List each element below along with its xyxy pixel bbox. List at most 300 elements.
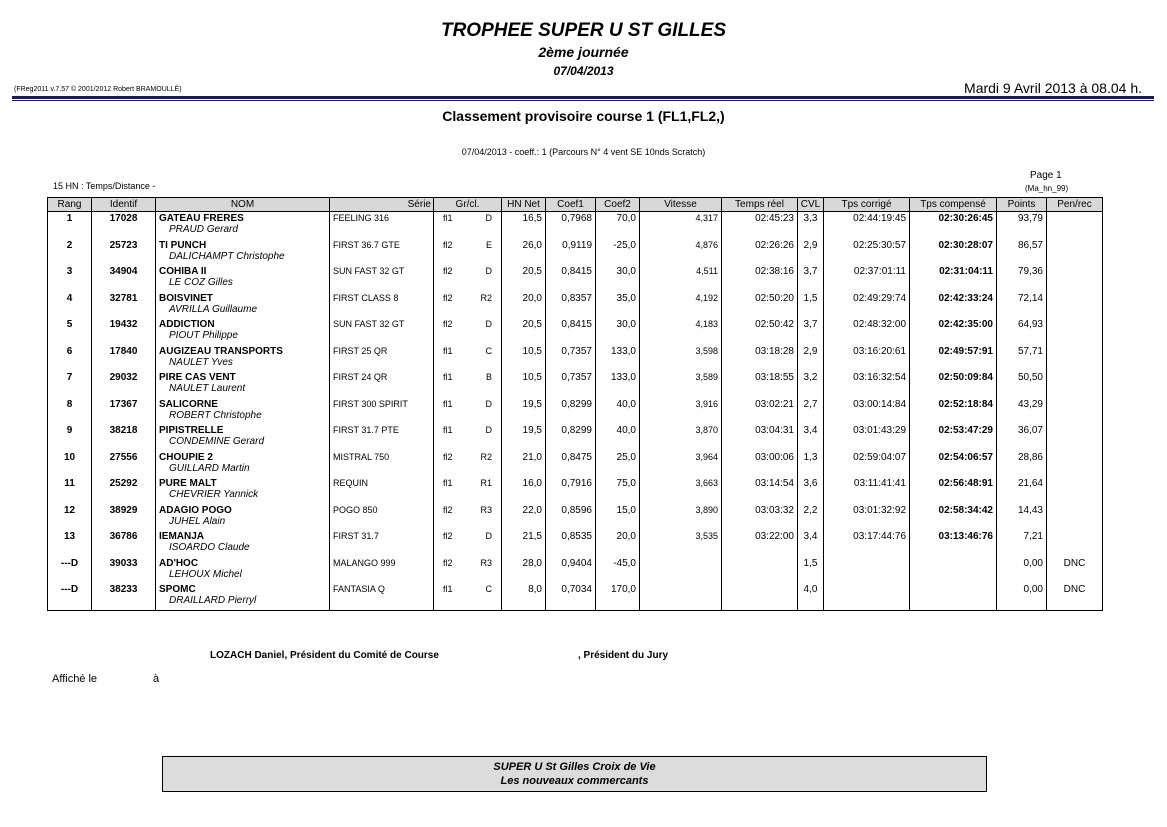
cell-coef1: 0,8415	[546, 265, 596, 292]
col-header-identif: Identif	[92, 198, 156, 212]
cell-vitesse: 3,870	[640, 424, 722, 451]
boat-name: ADDICTION	[159, 319, 215, 330]
cell-vitesse: 4,192	[640, 292, 722, 319]
cell-serie: REQUIN	[330, 477, 434, 504]
table-row	[48, 557, 1103, 584]
boat-name: COHIBA II	[159, 266, 207, 277]
cell-tps-corrige: 03:17:44:76	[824, 530, 910, 557]
table-row	[48, 318, 1103, 345]
cell-hn-net: 22,0	[502, 504, 546, 531]
class-value: D	[485, 319, 492, 329]
cell-points: 21,64	[997, 477, 1047, 504]
cell-grcl	[434, 424, 502, 451]
cell-grcl	[434, 318, 502, 345]
cell-pen-rec	[1047, 504, 1103, 531]
group-value: fl2	[443, 239, 453, 250]
cell-cvl: 3,4	[798, 424, 824, 451]
cell-temps-reel: 02:38:16	[722, 265, 798, 292]
col-header-grcl: Gr/cl.	[434, 198, 502, 212]
cell-pen-rec	[1047, 398, 1103, 425]
group-value: fl2	[443, 266, 453, 276]
cell-coef1: 0,8475	[546, 451, 596, 478]
group-value: fl2	[443, 557, 453, 568]
cell-vitesse: 4,317	[640, 212, 722, 239]
group-value: fl2	[443, 292, 453, 303]
group-value: fl1	[443, 345, 453, 356]
cell-coef2: 40,0	[596, 424, 640, 451]
cell-vitesse	[640, 583, 722, 610]
cell-tps-compense: 02:42:33:24	[910, 292, 997, 319]
sponsor-line-2: Les nouveaux commercants	[500, 775, 649, 787]
cell-hn-net: 28,0	[502, 557, 546, 584]
cell-points: 0,00	[997, 557, 1047, 584]
group-value: fl1	[443, 213, 453, 223]
cell-coef1: 0,8299	[546, 398, 596, 425]
cell-nom	[156, 292, 330, 319]
cell-hn-net: 10,5	[502, 345, 546, 372]
cell-rang: 3	[48, 265, 92, 292]
class-value: R1	[480, 478, 492, 488]
cell-tps-compense	[910, 583, 997, 610]
cell-coef2: 25,0	[596, 451, 640, 478]
cell-coef2: 35,0	[596, 292, 640, 319]
cell-tps-corrige	[824, 557, 910, 584]
cell-coef2: -45,0	[596, 557, 640, 584]
class-value: D	[485, 266, 492, 276]
boat-name: IEMANJA	[159, 531, 205, 542]
table-row	[48, 371, 1103, 398]
cell-tps-corrige: 02:25:30:57	[824, 239, 910, 266]
cell-nom	[156, 477, 330, 504]
group-value: fl2	[443, 319, 453, 329]
president-course-signature: LOZACH Daniel, Président du Comité de Course	[210, 650, 439, 661]
col-header-coef2: Coef2	[596, 198, 640, 212]
cell-coef1: 0,7916	[546, 477, 596, 504]
cell-nom	[156, 504, 330, 531]
table-row	[48, 212, 1103, 239]
cell-cvl: 2,9	[798, 345, 824, 372]
cell-coef2: 133,0	[596, 371, 640, 398]
cell-serie: FANTASIA Q	[330, 583, 434, 610]
group-value: fl1	[443, 372, 453, 382]
cell-grcl	[434, 265, 502, 292]
cell-grcl	[434, 345, 502, 372]
cell-cvl: 3,3	[798, 212, 824, 239]
cell-grcl	[434, 398, 502, 425]
cell-rang: 13	[48, 530, 92, 557]
cell-pen-rec: DNC	[1047, 557, 1103, 584]
col-header-tps-corrige: Tps corrigé	[824, 198, 910, 212]
document-date: 07/04/2013	[553, 64, 614, 78]
hn-label: 15 HN : Temps/Distance -	[53, 181, 156, 191]
cell-vitesse: 3,663	[640, 477, 722, 504]
cell-vitesse: 3,535	[640, 530, 722, 557]
skipper-name: LEHOUX Michel	[169, 568, 242, 580]
header-rule	[12, 96, 1154, 99]
cell-identif: 36786	[92, 530, 156, 557]
group-value: fl2	[443, 451, 453, 462]
cell-grcl	[434, 530, 502, 557]
cell-coef2: 170,0	[596, 583, 640, 610]
cell-serie: FIRST 24 QR	[330, 371, 434, 398]
cell-coef2: 133,0	[596, 345, 640, 372]
table-row	[48, 504, 1103, 531]
cell-nom	[156, 212, 330, 239]
cell-nom	[156, 398, 330, 425]
cell-identif: 25723	[92, 239, 156, 266]
cell-hn-net: 16,5	[502, 212, 546, 239]
cell-tps-corrige: 02:37:01:11	[824, 265, 910, 292]
skipper-name: CONDEMINE Gerard	[169, 436, 265, 447]
class-value: R3	[480, 504, 492, 515]
class-value: D	[485, 531, 492, 541]
cell-serie: FIRST CLASS 8	[330, 292, 434, 319]
cell-rang: 12	[48, 504, 92, 531]
cell-rang: 1	[48, 212, 92, 239]
cell-coef1: 0,9404	[546, 557, 596, 584]
cell-hn-net: 20,0	[502, 292, 546, 319]
cell-pen-rec	[1047, 265, 1103, 292]
cell-rang: 9	[48, 424, 92, 451]
boat-name: CHOUPIE 2	[159, 451, 213, 463]
cell-tps-compense: 03:13:46:76	[910, 530, 997, 557]
document-subtitle: 2ème journée	[538, 44, 629, 60]
cell-rang: 11	[48, 477, 92, 504]
cell-pen-rec	[1047, 239, 1103, 266]
cell-coef1: 0,7357	[546, 371, 596, 398]
cell-coef1: 0,9119	[546, 239, 596, 266]
cell-nom	[156, 557, 330, 584]
cell-pen-rec	[1047, 292, 1103, 319]
cell-coef1: 0,7034	[546, 583, 596, 610]
cell-serie: FIRST 36.7 GTE	[330, 239, 434, 266]
cell-serie: MALANGO 999	[330, 557, 434, 584]
cell-nom	[156, 345, 330, 372]
skipper-name: NAULET Laurent	[169, 383, 246, 394]
cell-cvl: 2,9	[798, 239, 824, 266]
cell-cvl: 2,2	[798, 504, 824, 531]
cell-tps-compense: 02:58:34:42	[910, 504, 997, 531]
cell-identif: 27556	[92, 451, 156, 478]
cell-tps-corrige: 02:49:29:74	[824, 292, 910, 319]
cell-hn-net: 19,5	[502, 398, 546, 425]
class-value: R3	[480, 557, 492, 568]
cell-serie: MISTRAL 750	[330, 451, 434, 478]
cell-hn-net: 10,5	[502, 371, 546, 398]
col-header-hn-net: HN Net	[502, 198, 546, 212]
cell-tps-corrige: 03:11:41:41	[824, 477, 910, 504]
boat-name: PURE MALT	[159, 478, 217, 489]
cell-hn-net: 26,0	[502, 239, 546, 266]
cell-hn-net: 21,5	[502, 530, 546, 557]
cell-tps-compense: 02:42:35:00	[910, 318, 997, 345]
cell-points: 7,21	[997, 530, 1047, 557]
group-value: fl2	[443, 531, 453, 541]
coeff-line: 07/04/2013 - coeff.: 1 (Parcours N° 4 vent SE 10nds Scratch)	[461, 147, 706, 157]
cell-coef1: 0,8357	[546, 292, 596, 319]
cell-serie: SUN FAST 32 GT	[330, 318, 434, 345]
cell-cvl: 1,5	[798, 292, 824, 319]
cell-temps-reel: 03:03:32	[722, 504, 798, 531]
class-value: D	[485, 425, 492, 435]
cell-points: 64,93	[997, 318, 1047, 345]
table-row	[48, 398, 1103, 425]
class-value: R2	[480, 451, 492, 462]
page-code: (Ma_hn_99)	[1025, 184, 1069, 193]
cell-tps-compense: 02:52:18:84	[910, 398, 997, 425]
cell-rang: 5	[48, 318, 92, 345]
col-header-rang: Rang	[48, 198, 92, 212]
cell-tps-corrige: 03:01:32:92	[824, 504, 910, 531]
cell-coef1: 0,7357	[546, 345, 596, 372]
cell-points: 14,43	[997, 504, 1047, 531]
cell-points: 36,07	[997, 424, 1047, 451]
cell-coef2: 20,0	[596, 530, 640, 557]
boat-name: PIRE CAS VENT	[159, 372, 236, 383]
cell-pen-rec	[1047, 451, 1103, 478]
cell-pen-rec	[1047, 318, 1103, 345]
cell-hn-net: 20,5	[502, 265, 546, 292]
cell-temps-reel: 02:50:42	[722, 318, 798, 345]
table-row	[48, 451, 1103, 478]
page-number: Page 1	[1030, 170, 1062, 181]
cell-identif: 32781	[92, 292, 156, 319]
cell-points: 50,50	[997, 371, 1047, 398]
cell-tps-compense: 02:30:28:07	[910, 239, 997, 266]
cell-tps-corrige: 02:44:19:45	[824, 212, 910, 239]
cell-identif: 25292	[92, 477, 156, 504]
cell-coef2: 15,0	[596, 504, 640, 531]
cell-identif: 17367	[92, 398, 156, 425]
class-value: C	[485, 345, 492, 356]
cell-coef2: 70,0	[596, 212, 640, 239]
group-value: fl1	[443, 425, 453, 435]
cell-nom	[156, 371, 330, 398]
cell-temps-reel	[722, 557, 798, 584]
col-header-points: Points	[997, 198, 1047, 212]
skipper-name: ISOARDO Claude	[169, 542, 250, 553]
cell-tps-corrige: 03:16:20:61	[824, 345, 910, 372]
table-row	[48, 477, 1103, 504]
cell-hn-net: 19,5	[502, 424, 546, 451]
skipper-name: PIOUT Philippe	[169, 330, 238, 341]
cell-points: 72,14	[997, 292, 1047, 319]
skipper-name: JUHEL Alain	[169, 515, 226, 527]
table-header-row	[48, 198, 1103, 212]
cell-coef2: 30,0	[596, 318, 640, 345]
cell-cvl: 3,7	[798, 265, 824, 292]
skipper-name: AVRILLA Guillaume	[169, 303, 258, 315]
col-header-coef1: Coef1	[546, 198, 596, 212]
class-value: D	[485, 398, 492, 409]
cell-identif: 17028	[92, 212, 156, 239]
cell-identif: 39033	[92, 557, 156, 584]
cell-points: 57,71	[997, 345, 1047, 372]
cell-serie: POGO 850	[330, 504, 434, 531]
cell-tps-corrige: 02:59:04:07	[824, 451, 910, 478]
cell-tps-compense: 02:54:06:57	[910, 451, 997, 478]
cell-tps-corrige: 03:00:14:84	[824, 398, 910, 425]
cell-vitesse: 3,589	[640, 371, 722, 398]
cell-points: 79,36	[997, 265, 1047, 292]
cell-cvl: 3,7	[798, 318, 824, 345]
president-jury-signature: , Président du Jury	[578, 650, 669, 661]
cell-nom	[156, 265, 330, 292]
cell-points: 86,57	[997, 239, 1047, 266]
cell-rang: 6	[48, 345, 92, 372]
cell-vitesse: 3,916	[640, 398, 722, 425]
table-row	[48, 530, 1103, 557]
cell-tps-compense: 02:49:57:91	[910, 345, 997, 372]
cell-grcl	[434, 583, 502, 610]
boat-name: ADAGIO POGO	[159, 504, 232, 516]
cell-grcl	[434, 477, 502, 504]
cell-temps-reel: 03:18:28	[722, 345, 798, 372]
boat-name: AD'HOC	[159, 557, 199, 569]
col-header-nom: NOM	[156, 198, 330, 212]
header-rule-thin	[12, 100, 1154, 101]
boat-name: PIPISTRELLE	[159, 425, 224, 436]
cell-grcl	[434, 239, 502, 266]
cell-identif: 34904	[92, 265, 156, 292]
skipper-name: DRAILLARD Pierryl	[169, 595, 257, 606]
cell-grcl	[434, 212, 502, 239]
cell-rang: ---D	[48, 557, 92, 584]
group-value: fl1	[443, 398, 453, 409]
affiche-a-label: à	[153, 673, 160, 685]
cell-tps-corrige: 03:16:32:54	[824, 371, 910, 398]
cell-coef2: 75,0	[596, 477, 640, 504]
results-body	[48, 212, 1103, 611]
cell-points: 0,00	[997, 583, 1047, 610]
skipper-name: DALICHAMPT Christophe	[169, 250, 285, 262]
skipper-name: CHEVRIER Yannick	[169, 489, 259, 500]
cell-serie: FIRST 31.7	[330, 530, 434, 557]
cell-cvl: 1,3	[798, 451, 824, 478]
document-title: TROPHEE SUPER U ST GILLES	[440, 20, 727, 41]
cell-nom	[156, 451, 330, 478]
cell-hn-net: 20,5	[502, 318, 546, 345]
cell-temps-reel: 03:18:55	[722, 371, 798, 398]
cell-nom	[156, 530, 330, 557]
cell-pen-rec	[1047, 477, 1103, 504]
boat-name: BOISVINET	[159, 292, 213, 304]
cell-coef1: 0,8415	[546, 318, 596, 345]
cell-rang: 8	[48, 398, 92, 425]
printed-timestamp: Mardi 9 Avril 2013 à 08.04 h.	[964, 80, 1142, 96]
group-value: fl2	[443, 504, 453, 515]
cell-vitesse	[640, 557, 722, 584]
cell-nom	[156, 318, 330, 345]
cell-tps-corrige: 02:48:32:00	[824, 318, 910, 345]
table-row	[48, 292, 1103, 319]
cell-temps-reel: 02:26:26	[722, 239, 798, 266]
cell-tps-corrige	[824, 583, 910, 610]
cell-serie: FIRST 31.7 PTE	[330, 424, 434, 451]
table-row	[48, 345, 1103, 372]
sponsor-footer	[162, 756, 987, 792]
cell-pen-rec	[1047, 345, 1103, 372]
table-row	[48, 583, 1103, 610]
col-header-tps-compense: Tps compensé	[910, 198, 997, 212]
cell-coef2: 30,0	[596, 265, 640, 292]
classement-title: Classement provisoire course 1 (FL1,FL2,)	[442, 108, 725, 124]
cell-rang: 2	[48, 239, 92, 266]
boat-name: GATEAU FRERES	[159, 213, 244, 224]
cell-tps-compense: 02:50:09:84	[910, 371, 997, 398]
skipper-name: GUILLARD Martin	[169, 462, 250, 474]
col-header-vitesse: Vitesse	[640, 198, 722, 212]
affiche-label: Affiché le	[52, 673, 98, 685]
cell-hn-net: 21,0	[502, 451, 546, 478]
cell-vitesse: 4,183	[640, 318, 722, 345]
cell-vitesse: 4,876	[640, 239, 722, 266]
table-row	[48, 265, 1103, 292]
col-header-serie: Série	[330, 198, 434, 212]
cell-points: 93,79	[997, 212, 1047, 239]
table-row	[48, 239, 1103, 266]
cell-vitesse: 4,511	[640, 265, 722, 292]
class-value: E	[485, 239, 492, 250]
cell-cvl: 4,0	[798, 583, 824, 610]
cell-cvl: 3,4	[798, 530, 824, 557]
sponsor-line-1: SUPER U St Gilles Croix de Vie	[493, 761, 656, 773]
cell-temps-reel: 03:04:31	[722, 424, 798, 451]
boat-name: AUGIZEAU TRANSPORTS	[159, 345, 283, 357]
cell-grcl	[434, 451, 502, 478]
class-value: D	[485, 213, 492, 223]
cell-cvl: 3,6	[798, 477, 824, 504]
cell-temps-reel: 03:00:06	[722, 451, 798, 478]
col-header-temps-reel: Temps réel	[722, 198, 798, 212]
cell-cvl: 2,7	[798, 398, 824, 425]
cell-grcl	[434, 292, 502, 319]
cell-rang: 10	[48, 451, 92, 478]
cell-vitesse: 3,598	[640, 345, 722, 372]
class-value: C	[485, 584, 492, 594]
cell-cvl: 1,5	[798, 557, 824, 584]
cell-identif: 38218	[92, 424, 156, 451]
class-value: B	[485, 372, 492, 382]
cell-identif: 38929	[92, 504, 156, 531]
class-value: R2	[480, 292, 492, 303]
cell-hn-net: 16,0	[502, 477, 546, 504]
cell-rang: 4	[48, 292, 92, 319]
boat-name: TI PUNCH	[159, 239, 207, 251]
cell-temps-reel: 02:50:20	[722, 292, 798, 319]
results-table	[47, 197, 1103, 611]
cell-coef1: 0,8299	[546, 424, 596, 451]
cell-temps-reel: 03:14:54	[722, 477, 798, 504]
software-credit: (FReg2011 v.7.57 © 2001/2012 Robert BRAMOULLÉ)	[14, 86, 182, 93]
cell-points: 28,86	[997, 451, 1047, 478]
cell-coef1: 0,8535	[546, 530, 596, 557]
cell-rang: 7	[48, 371, 92, 398]
cell-nom	[156, 424, 330, 451]
cell-nom	[156, 583, 330, 610]
cell-tps-compense	[910, 557, 997, 584]
cell-vitesse: 3,890	[640, 504, 722, 531]
cell-identif: 19432	[92, 318, 156, 345]
col-header-cvl: CVL	[798, 198, 824, 212]
cell-tps-compense: 02:30:26:45	[910, 212, 997, 239]
cell-pen-rec	[1047, 424, 1103, 451]
skipper-name: LE COZ Gilles	[169, 277, 233, 288]
cell-coef1: 0,7968	[546, 212, 596, 239]
boat-name: SALICORNE	[159, 398, 218, 410]
group-value: fl1	[443, 584, 453, 594]
cell-grcl	[434, 557, 502, 584]
